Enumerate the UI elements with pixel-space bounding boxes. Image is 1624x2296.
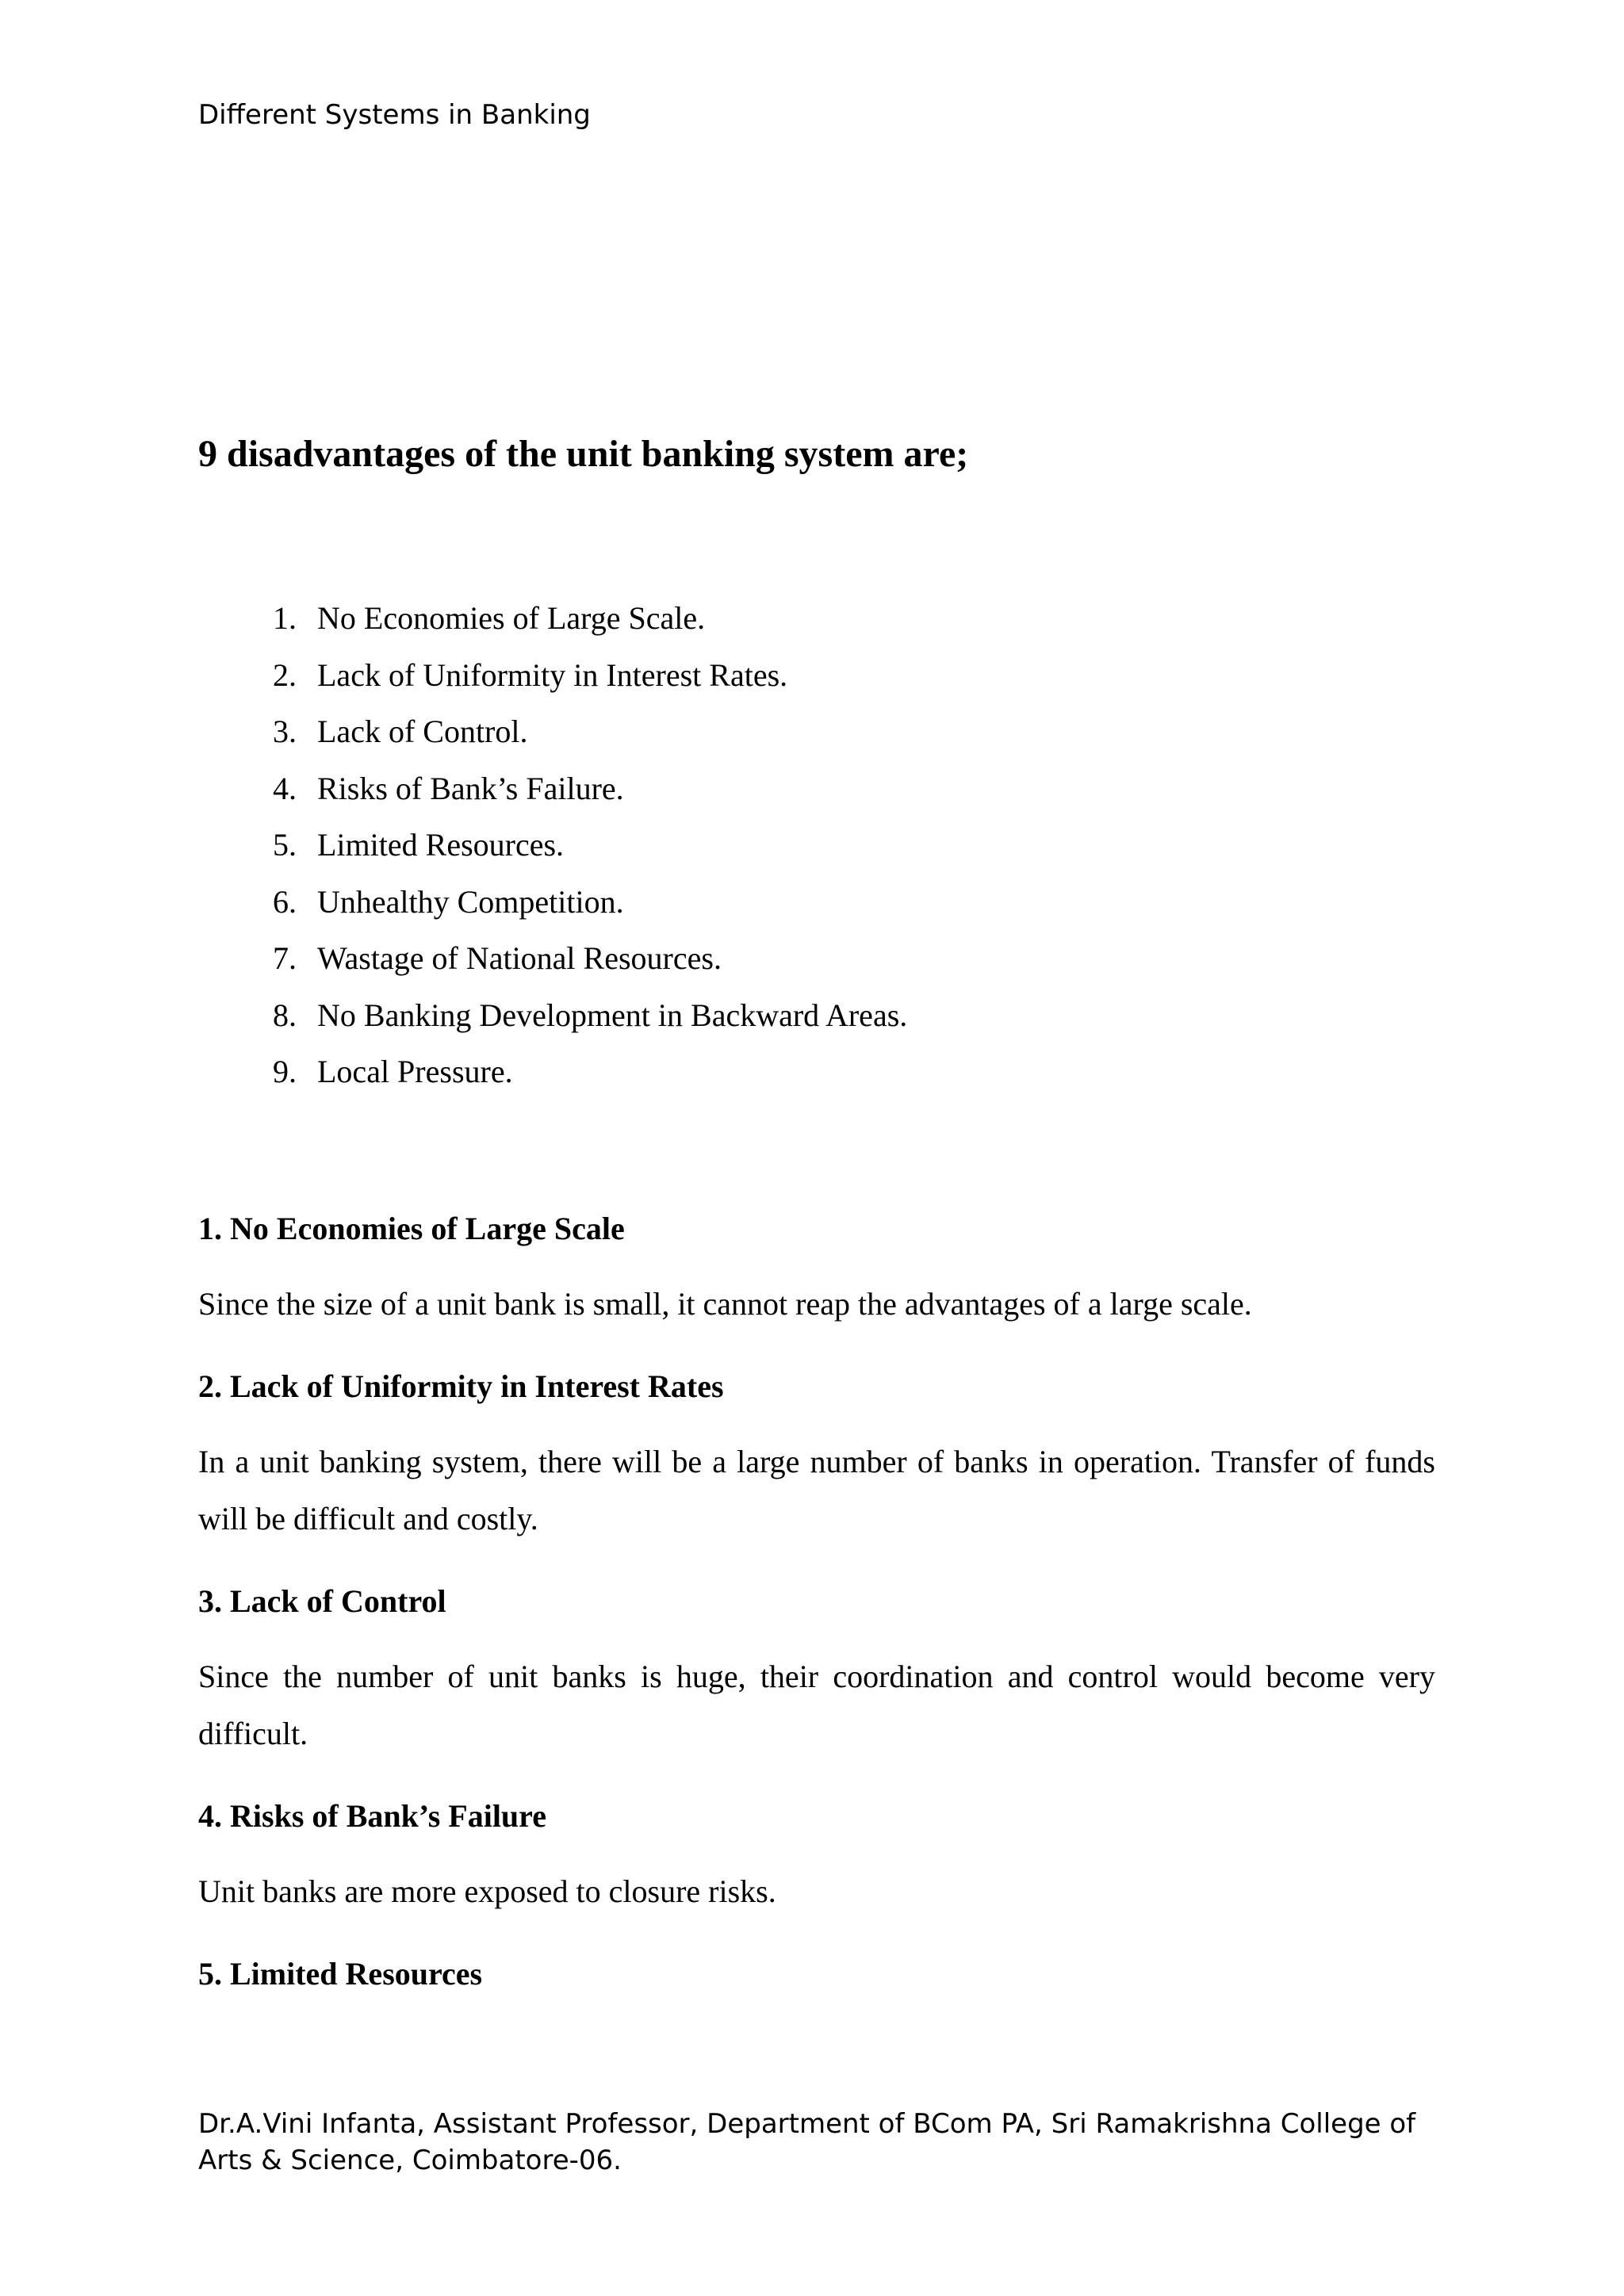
disadvantages-summary-list <box>198 596 907 1107</box>
list-item-number: 1. <box>273 600 297 636</box>
list-item-text: No Banking Development in Backward Areas. <box>317 997 908 1033</box>
list-item-number: 8. <box>273 997 297 1033</box>
page-header: Different Systems in Banking <box>198 99 591 131</box>
list-item-number: 9. <box>273 1054 297 1089</box>
list-item <box>198 710 907 767</box>
page-title: 9 disadvantages of the unit banking system are; <box>198 433 969 475</box>
list-item <box>198 823 907 880</box>
list-item-text: Unhealthy Competition. <box>317 883 624 920</box>
section-body: In a unit banking system, there will be a large number of banks in operation. Transfer of funds will be difficult and costly. <box>198 1444 1435 1536</box>
section-heading: 5. Limited Resources <box>198 1956 483 1992</box>
section-body: Since the number of unit banks is huge, their coordination and control would become very difficult. <box>198 1659 1435 1751</box>
list-item <box>198 880 907 937</box>
list-item <box>198 653 907 710</box>
list-item <box>198 993 907 1050</box>
list-item-number: 2. <box>273 656 297 693</box>
list-item <box>198 596 907 653</box>
section-heading: 1. No Economies of Large Scale <box>198 1211 625 1246</box>
list-item-text: No Economies of Large Scale. <box>317 600 706 636</box>
list-item <box>198 1050 907 1107</box>
list-item <box>198 936 907 993</box>
list-item <box>198 767 907 824</box>
list-item-number: 5. <box>273 827 297 863</box>
list-item-text: Wastage of National Resources. <box>317 940 722 976</box>
list-item-text: Limited Resources. <box>317 827 565 863</box>
list-item-number: 4. <box>273 770 297 806</box>
list-item-number: 6. <box>273 883 297 920</box>
list-item-text: Local Pressure. <box>317 1054 513 1089</box>
section-body: Since the size of a unit bank is small, it cannot reap the advantages of a large scale. <box>198 1286 1252 1322</box>
list-item-text: Risks of Bank’s Failure. <box>317 770 624 806</box>
list-item-text: Lack of Control. <box>317 714 528 749</box>
page-footer: Dr.A.Vini Infanta, Assistant Professor, Department of BCom PA, Sri Ramakrishna College of Arts & Science, Coimbatore-06. <box>198 2108 1416 2176</box>
section-heading: 2. Lack of Uniformity in Interest Rates <box>198 1368 724 1404</box>
list-item-text: Lack of Uniformity in Interest Rates. <box>317 656 788 693</box>
section-heading: 3. Lack of Control <box>198 1583 446 1619</box>
section-heading: 4. Risks of Bank’s Failure <box>198 1798 546 1834</box>
list-item-number: 3. <box>273 714 297 749</box>
section-body: Unit banks are more exposed to closure risks. <box>198 1873 776 1909</box>
list-item-number: 7. <box>273 940 297 976</box>
